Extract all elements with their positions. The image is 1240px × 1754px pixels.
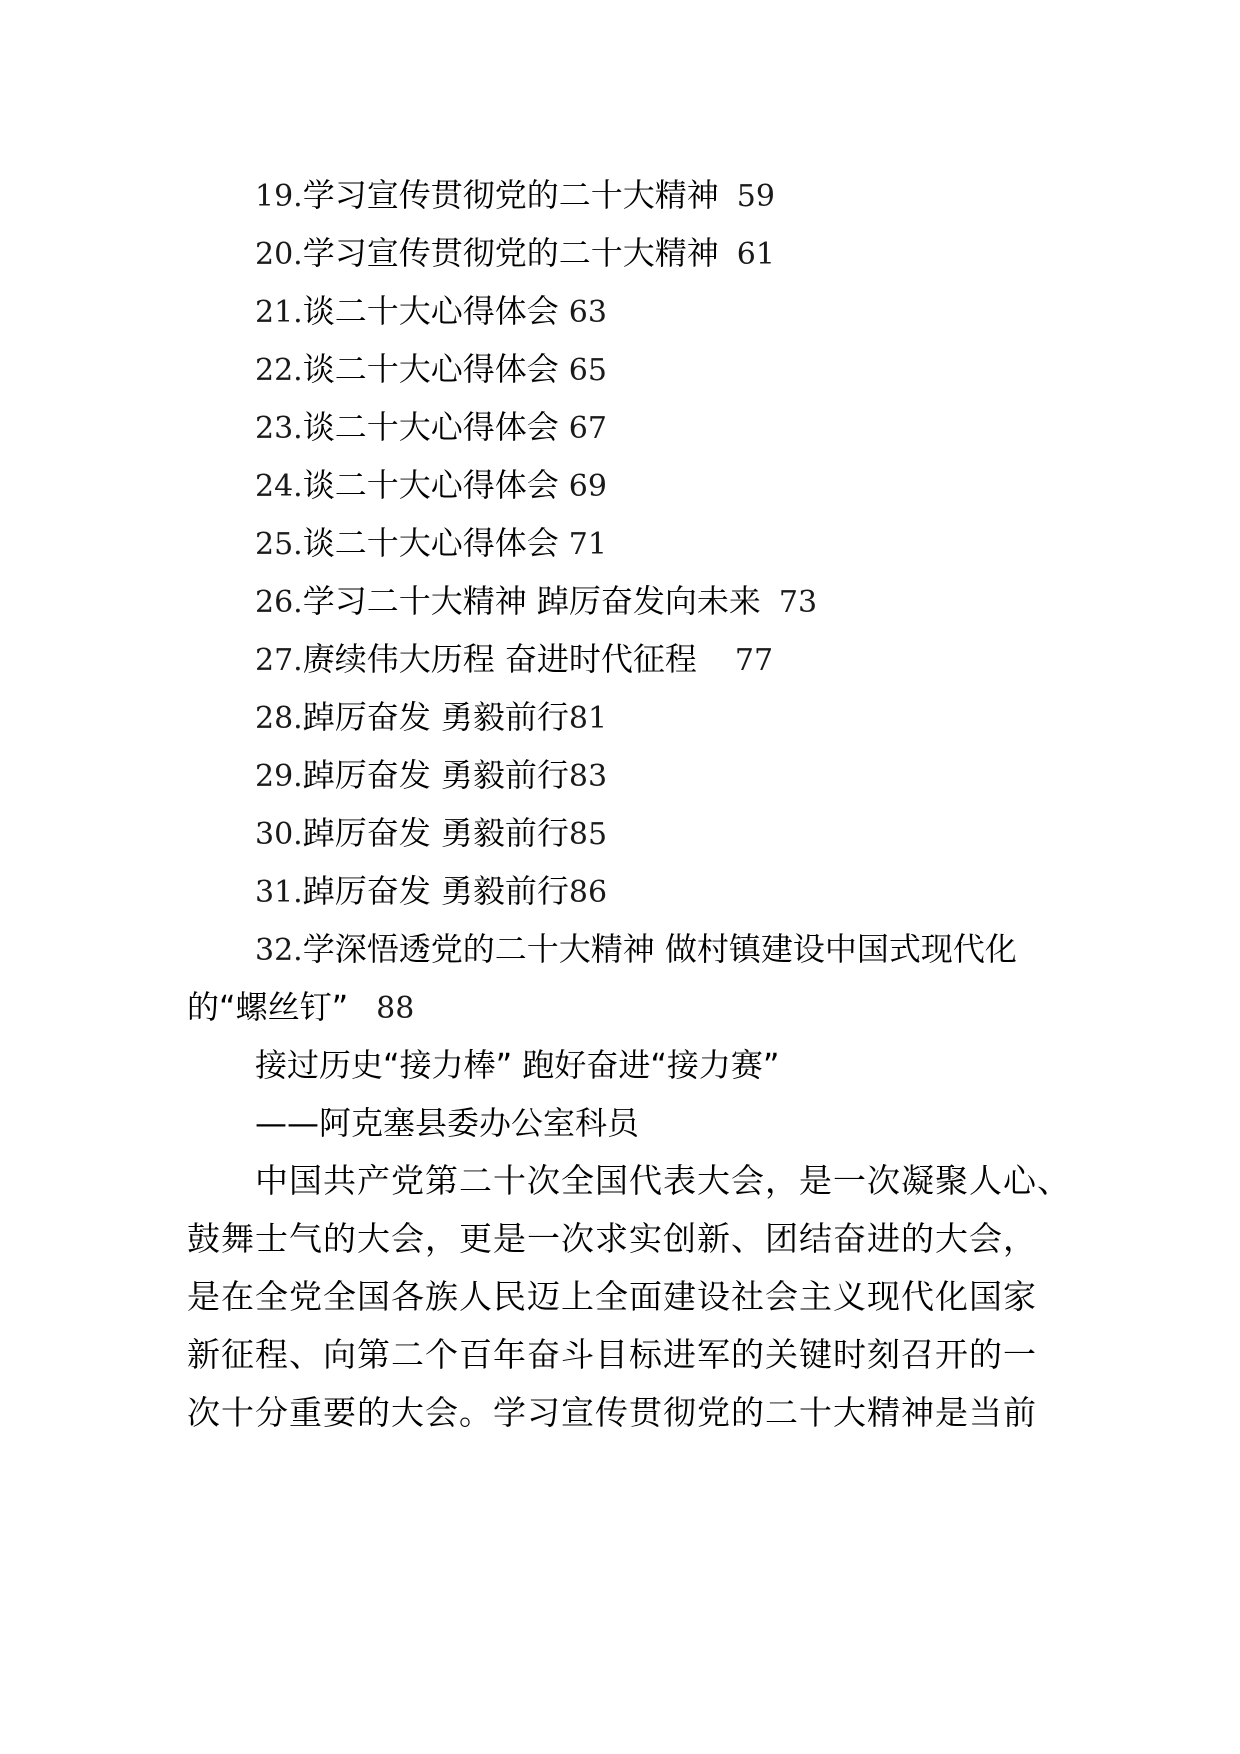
toc-page: 65 bbox=[568, 353, 607, 388]
toc-entry-22 bbox=[255, 349, 607, 391]
toc-number: 22. bbox=[255, 353, 303, 388]
toc-title: 学习宣传贯彻党的二十大精神 bbox=[302, 176, 719, 214]
toc-number: 25. bbox=[255, 527, 303, 562]
toc-page: 61 bbox=[736, 237, 775, 272]
toc-page: 83 bbox=[568, 759, 608, 794]
toc-entry-19 bbox=[255, 175, 775, 217]
toc-entry-24 bbox=[255, 465, 607, 507]
toc-number: 20. bbox=[255, 237, 303, 272]
toc-entry-20 bbox=[255, 233, 775, 275]
toc-title: 学习宣传贯彻党的二十大精神 bbox=[302, 234, 719, 272]
paragraph-line: 次十分重要的大会。学习宣传贯彻党的二十大精神是当前 bbox=[187, 1393, 1037, 1432]
toc-entry-30 bbox=[255, 813, 607, 855]
toc-entry-27 bbox=[255, 639, 773, 681]
toc-title: 谈二十大心得体会 bbox=[302, 350, 559, 388]
toc-entry-25 bbox=[255, 523, 607, 565]
toc-entry-21 bbox=[255, 291, 607, 333]
toc-entry-32-line2 bbox=[187, 987, 414, 1029]
toc-title: 的“螺丝钉” bbox=[187, 988, 349, 1026]
toc-number: 28. bbox=[255, 701, 303, 736]
toc-page: 86 bbox=[568, 875, 608, 910]
paragraph-line: 新征程、向第二个百年奋斗目标进军的关键时刻召开的一 bbox=[187, 1335, 1037, 1374]
toc-page: 85 bbox=[568, 817, 608, 852]
toc-number: 27. bbox=[255, 643, 303, 678]
toc-page: 77 bbox=[734, 643, 774, 678]
toc-page: 73 bbox=[778, 585, 818, 620]
toc-number: 26. bbox=[255, 585, 303, 620]
toc-entry-31 bbox=[255, 871, 607, 913]
article-title: 接过历史“接力棒” 跑好奋进“接力赛” bbox=[255, 1046, 780, 1084]
toc-title: 谈二十大心得体会 bbox=[302, 408, 559, 446]
toc-page: 81 bbox=[568, 701, 608, 736]
toc-title: 谈二十大心得体会 bbox=[302, 292, 559, 330]
toc-entry-32-line1 bbox=[255, 929, 1017, 971]
toc-page: 67 bbox=[568, 411, 607, 446]
article-byline: ——阿克塞县委办公室科员 bbox=[255, 1104, 640, 1142]
toc-entry-29 bbox=[255, 755, 607, 797]
toc-title: 学习二十大精神 踔厉奋发向未来 bbox=[302, 582, 761, 620]
toc-title: 谈二十大心得体会 bbox=[302, 466, 559, 504]
toc-page: 59 bbox=[736, 179, 775, 214]
toc-entry-26 bbox=[255, 581, 817, 623]
toc-page: 71 bbox=[568, 527, 607, 562]
toc-number: 21. bbox=[255, 295, 303, 330]
toc-page: 63 bbox=[568, 295, 607, 330]
toc-title: 学深悟透党的二十大精神 做村镇建设中国式现代化 bbox=[302, 930, 1017, 968]
toc-title: 踔厉奋发 勇毅前行 bbox=[302, 698, 569, 736]
toc-number: 30. bbox=[255, 817, 303, 852]
toc-number: 19. bbox=[255, 179, 303, 214]
toc-number: 31. bbox=[255, 875, 303, 910]
toc-number: 23. bbox=[255, 411, 303, 446]
toc-number: 29. bbox=[255, 759, 303, 794]
toc-entry-23 bbox=[255, 407, 607, 449]
toc-title: 踔厉奋发 勇毅前行 bbox=[302, 756, 569, 794]
toc-title: 赓续伟大历程 奋进时代征程 bbox=[302, 640, 697, 678]
toc-title: 踔厉奋发 勇毅前行 bbox=[302, 872, 569, 910]
paragraph-line: 中国共产党第二十次全国代表大会，是一次凝聚人心、 bbox=[255, 1161, 1071, 1200]
toc-page: 88 bbox=[376, 991, 415, 1026]
toc-title: 踔厉奋发 勇毅前行 bbox=[302, 814, 569, 852]
toc-page: 69 bbox=[568, 469, 607, 504]
toc-number: 32. bbox=[255, 933, 303, 968]
paragraph-line: 鼓舞士气的大会，更是一次求实创新、团结奋进的大会， bbox=[187, 1219, 1037, 1258]
toc-entry-28 bbox=[255, 697, 607, 739]
toc-number: 24. bbox=[255, 469, 303, 504]
paragraph-line: 是在全党全国各族人民迈上全面建设社会主义现代化国家 bbox=[187, 1277, 1037, 1316]
toc-title: 谈二十大心得体会 bbox=[302, 524, 559, 562]
